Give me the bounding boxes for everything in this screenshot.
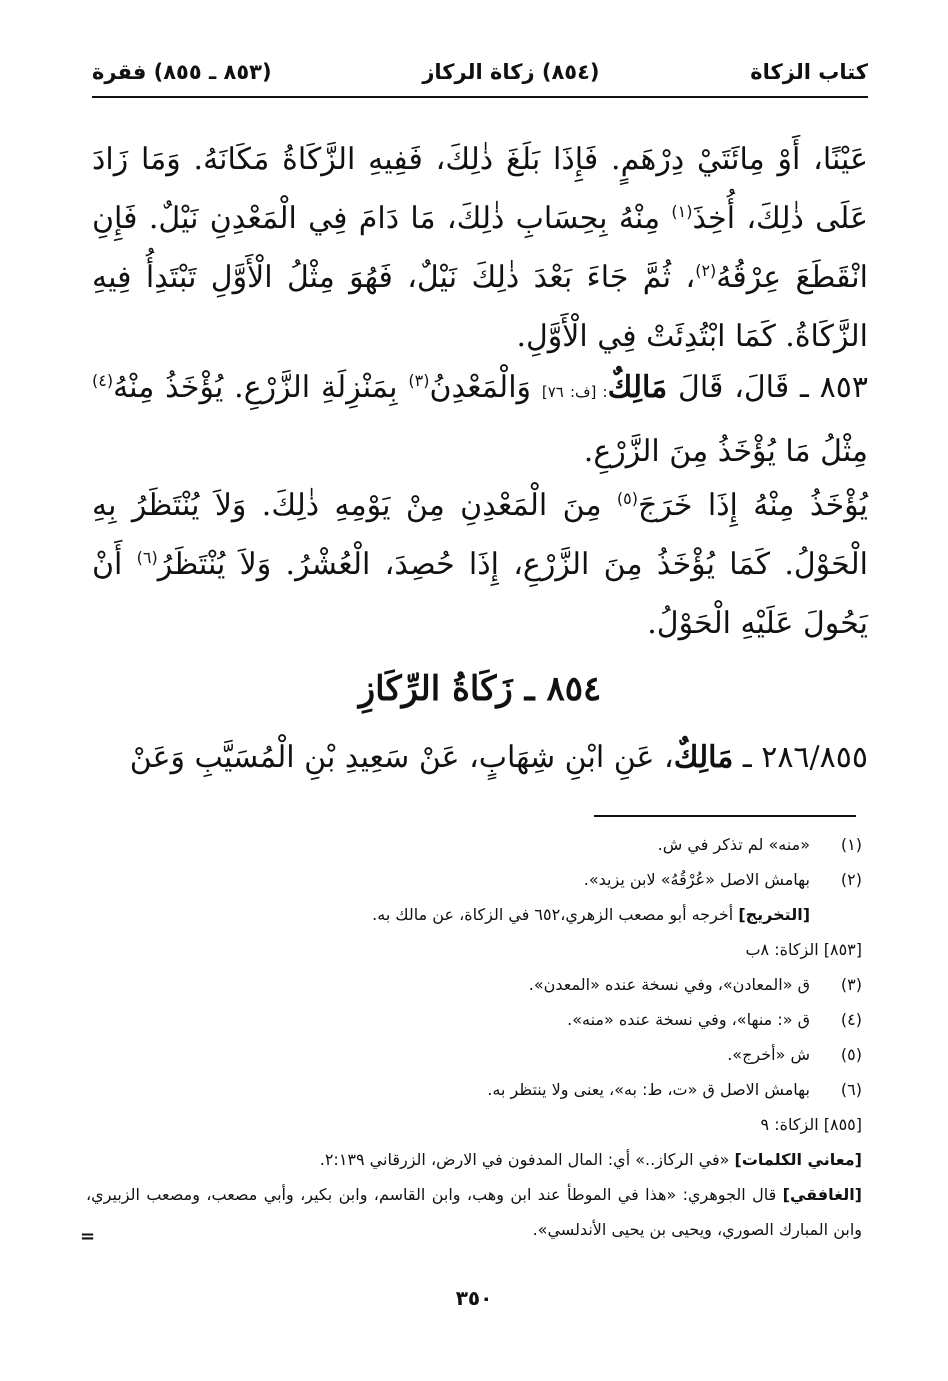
paragraph-855 [92, 728, 868, 787]
header-book-title: كتاب الزكاة [750, 60, 868, 84]
paragraph-text: يُؤْخَذُ مِنْهُ إِذَا خَرَجَ [638, 488, 869, 523]
paragraph-853-cont [92, 476, 868, 653]
footnote-ref: (٥) [616, 489, 639, 508]
footnote-number: (٣) [840, 975, 862, 994]
footnote-item [86, 1002, 862, 1037]
page-number: ٣٥٠ [455, 1286, 493, 1310]
paragraph-text: أَنْ يَحُولَ عَلَيْهِ الْحَوْلُ. [92, 547, 868, 641]
paragraph-text: مِثْلُ مَا يُؤْخَذُ مِنَ الزَّرْعِ. [583, 434, 868, 469]
footnote-text: بهامش الاصل ق «ت، ط: به»، يعنى ولا ينتظر به. [487, 1080, 810, 1099]
paragraph-text: ، عَنِ ابْنِ شِهَابٍ، عَنْ سَعِيدِ بْنِ الْمُسَيَّبِ وَعَنْ [129, 740, 674, 775]
paragraph-text: مِنَ الْمَعْدِنِ مِنْ يَوْمِهِ ذٰلِكَ. وَلاَ يُنْتَظَرُ بِهِ الْحَوْلُ. كَمَا يُؤْخَذُ مِنَ الزَّرْعِ، إِذَا حُصِدَ، الْعُشْرُ. وَلاَ يُنْتَظَرُ [92, 488, 868, 582]
footnote-item [86, 827, 862, 862]
paragraph-text: بِمَنْزِلَةِ الزَّرْعِ. يُؤْخَذُ مِنْهُ [113, 370, 409, 405]
footnote-text: «منه» لم تذكر في ش. [657, 835, 810, 854]
paragraph-number: ٢٨٦/٨٥٥ ـ [733, 740, 868, 775]
header-divider [92, 96, 868, 98]
footnote-text: ق «المعادن»، وفي نسخة عنده «المعدن». [528, 975, 810, 994]
footnote-ref: (٣) [408, 371, 430, 390]
takhrij-note [86, 897, 862, 932]
note-label: [معاني الكلمات] [734, 1150, 862, 1169]
footnote-text: بهامش الاصل «عُرْقُهُ» لابن يزيد». [583, 870, 810, 889]
speaker-name: مَالِكٌ [607, 370, 668, 405]
note-text: أخرجه أبو مصعب الزهري،٦٥٢ في الزكاة، عن مالك به. [372, 905, 739, 924]
running-header [92, 52, 868, 92]
paragraph-continuation [92, 130, 868, 366]
footnote-ref: (٤) [92, 371, 114, 390]
footnote-number: (٥) [840, 1045, 862, 1064]
footnote-number: (١) [840, 835, 862, 854]
note-label: [الغافقي] [782, 1185, 862, 1204]
folio-reference: : [ف: ٧٦] [541, 383, 608, 401]
footnotes [86, 827, 862, 1247]
note-text: قال الجوهري: «هذا في الموطأ عند ابن وهب، وابن القاسم، وابن بكير، وأبي مصعب، ومصعب الزبيري، وابن المبارك الصوري، ويحيى بن يحيى الأندلسي». [86, 1185, 862, 1239]
continuation-mark: = [80, 1226, 96, 1247]
footnote-ref: (٦) [136, 548, 158, 567]
ghafiqi-note [86, 1177, 862, 1247]
footnotes-divider [594, 815, 856, 817]
paragraph-number: ٨٥٣ ـ قَالَ، قَالَ [667, 370, 869, 405]
footnote-text: ق «: منها»، وفي نسخة عنده «منه». [567, 1010, 810, 1029]
footnote-ref: (١) [671, 202, 693, 221]
footnote-ref: (٢) [695, 261, 717, 280]
section-title: ٨٥٤ ـ زَكَاةُ الرِّكَازِ [358, 669, 602, 709]
paragraph-text: مِنْهُ بِحِسَابِ ذٰلِكَ، مَا دَامَ فِي الْمَعْدِنِ نَيْلٌ. فَإِنِ انْقَطَعَ عِرْقُهُ [92, 201, 868, 295]
note-text: «في الركاز..» أي: المال المدفون في الارض، الزرقاني ٢:١٣٩. [319, 1150, 735, 1169]
footnote-number: (٤) [840, 1010, 862, 1029]
paragraph-text: ، ثُمَّ جَاءَ بَعْدَ ذٰلِكَ نَيْلٌ، فَهُوَ مِثْلُ الْأَوَّلِ تَبْتَدِأُ فِيهِ الزَّكَاةُ. كَمَا ابْتُدِئَتْ فِي الْأَوَّلِ. [92, 260, 868, 354]
footnote-text: ش «أخرج». [727, 1045, 810, 1064]
speaker-name: مَالِكٌ [673, 740, 734, 775]
section-ref-855: [٨٥٥] الزكاة: ٩ [760, 1115, 862, 1134]
footnote-number: (٦) [840, 1080, 862, 1099]
header-paragraph-range: (٨٥٣ ـ ٨٥٥) فقرة [92, 60, 272, 84]
header-chapter-title: (٨٥٤) زكاة الركاز [422, 60, 600, 84]
paragraph-text: وَالْمَعْدِنُ [429, 370, 542, 405]
word-meanings-note [86, 1142, 862, 1177]
footnote-item [86, 862, 862, 897]
section-ref-853: [٨٥٣] الزكاة: ٨ب [745, 940, 862, 959]
footnote-item [86, 1037, 862, 1072]
paragraph-text: عَيْنًا، أَوْ مِائَتَيْ دِرْهَمٍ. فَإِذَا بَلَغَ ذٰلِكَ، فَفِيهِ الزَّكَاةُ مَكَانَهُ. وَمَا زَادَ عَلَى ذٰلِكَ، أُخِذَ [92, 142, 868, 236]
paragraph-853 [92, 358, 868, 481]
note-label: [التخريج] [738, 905, 810, 924]
footnote-item [86, 1072, 862, 1107]
footnote-number: (٢) [840, 870, 862, 889]
footnote-item [86, 967, 862, 1002]
